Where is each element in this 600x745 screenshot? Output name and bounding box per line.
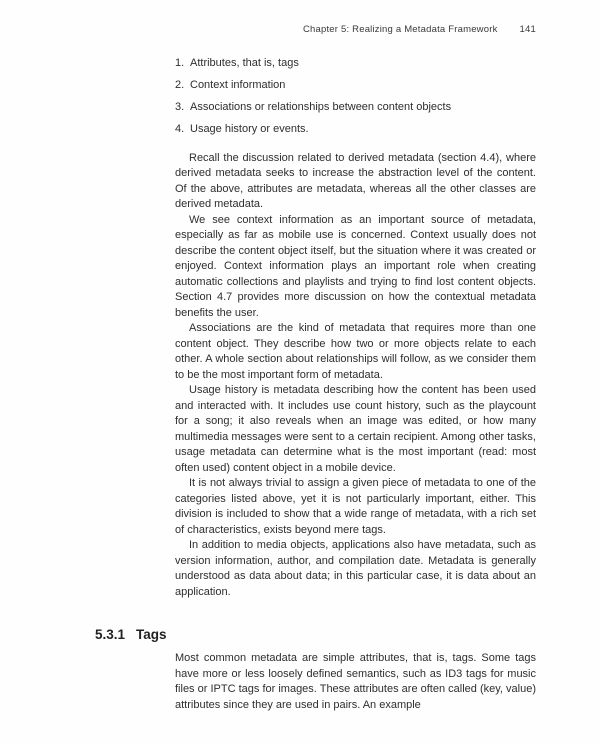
list-item-number: 2. <box>175 79 185 91</box>
list-item <box>175 56 536 72</box>
section-heading <box>95 627 167 642</box>
list-item-text: Attributes, that is, tags <box>190 57 299 69</box>
section-title: Tags <box>136 627 167 642</box>
section-number: 5.3.1 <box>95 627 126 642</box>
list-item-text: Usage history or events. <box>190 123 309 135</box>
body-paragraph: Recall the discussion related to derived metadata (section 4.4), where derived metadata seeks to increase the abstraction level of the content. Of the above, attributes are metadata, whereas all the other classes are derived metadata. <box>175 151 536 210</box>
body-paragraphs <box>175 151 536 601</box>
list-item-number: 1. <box>175 57 185 69</box>
main-text-column <box>175 56 536 600</box>
metadata-classes-list <box>175 56 536 138</box>
list-item-number: 4. <box>175 123 185 135</box>
body-paragraph: In addition to media objects, applications also have metadata, such as version information, author, and compilation date. Metadata is generally understood as data about data; in this particular case, it is data about an application. <box>175 539 536 598</box>
list-item <box>175 122 536 138</box>
body-paragraph: Associations are the kind of metadata that requires more than one content object. They describe how two or more objects relate to each other. A whole section about relationships will follow, as we consider them to be the most important form of metadata. <box>175 322 536 381</box>
list-item-number: 3. <box>175 101 185 113</box>
list-item-text: Associations or relationships between content objects <box>190 101 452 113</box>
running-title: Chapter 5: Realizing a Metadata Framework <box>302 24 498 35</box>
list-item-text: Context information <box>190 79 286 91</box>
section-paragraph: Most common metadata are simple attributes, that is, tags. Some tags have more or less loosely defined semantics, such as ID3 tags for music files or IPTC tags for images. These attributes are often called (key, value) attributes since they are used in pairs. An example <box>175 652 536 711</box>
section-body <box>175 651 536 713</box>
body-paragraph: It is not always trivial to assign a given piece of metadata to one of the categories listed above, yet it is not particularly important, either. This division is included to show that a wide range of metadata, with a rich set of characteristics, exists beyond mere tags. <box>175 477 536 536</box>
body-paragraph: We see context information as an important source of metadata, especially as far as mobile use is concerned. Context usually does not describe the content object itself, but the situation where it was created or enjoyed. Context information plays an important role when creating automatic collections and playlists and trying to find lost content objects. Section 4.7 provides more discussion on how the contextual metadata benefits the user. <box>175 213 536 319</box>
page-number: 141 <box>519 24 536 35</box>
body-paragraph: Usage history is metadata describing how the content has been used and interacted with. It includes use count history, such as the playcount for a song; it also reveals when an image was edited, or how many multimedia messages were sent to a certain recipient. Among other tasks, usage metadata can determine what is the most important (read: most often used) content object in a mobile device. <box>175 384 536 474</box>
page-header <box>303 24 536 35</box>
list-item <box>175 78 536 94</box>
list-item <box>175 100 536 116</box>
